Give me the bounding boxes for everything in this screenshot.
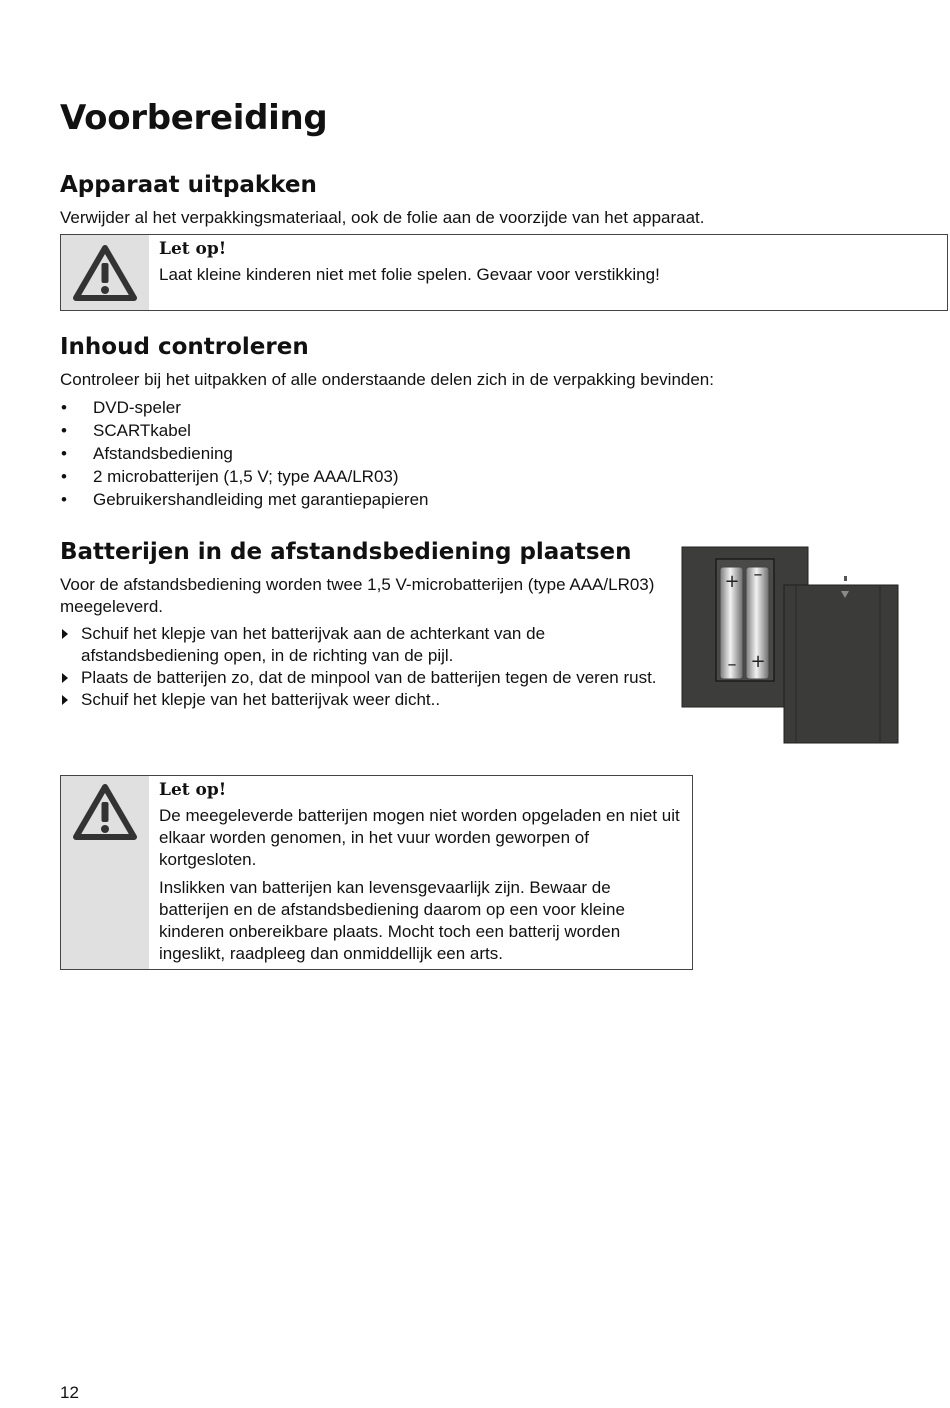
batteries-text: Voor de afstandsbediening worden twee 1,5 V-microbatterijen (type AAA/LR03) meegeleverd.: [60, 575, 655, 616]
heading-unpack: Apparaat uitpakken: [60, 172, 317, 198]
warning-box-foil: [60, 234, 948, 311]
contents-text: Controleer bij het uitpakken of alle onderstaande delen zich in de verpakking bevinden:: [60, 370, 714, 389]
warning-triangle-icon: [73, 245, 137, 301]
battery-compartment-illustration: [680, 545, 902, 747]
plus-sign: +: [750, 651, 766, 672]
list-item: • SCARTkabel: [61, 421, 191, 440]
batteries-steps: [60, 623, 660, 711]
heading-contents: Inhoud controleren: [60, 334, 309, 360]
list-item: • Afstandsbediening: [61, 444, 233, 463]
minus-sign: –: [727, 654, 737, 675]
list-item: • DVD-speler: [61, 398, 181, 417]
warning-box-batteries: [60, 775, 693, 970]
list-item: • 2 microbatterijen (1,5 V; type AAA/LR03): [61, 467, 399, 486]
heading-batteries: Batterijen in de afstandsbediening plaatsen: [60, 539, 632, 565]
bullet: •: [61, 490, 67, 509]
bullet: •: [61, 398, 67, 417]
bullet: •: [61, 444, 67, 463]
step-item: Plaats de batterijen zo, dat de minpool van de batterijen tegen de veren rust.: [60, 667, 660, 689]
battery-lid: [784, 585, 898, 743]
step-item: Schuif het klepje van het batterijvak weer dicht..: [60, 689, 660, 711]
page-title: Voorbereiding: [60, 98, 328, 138]
list-item: • Gebruikershandleiding met garantiepapieren: [61, 490, 429, 509]
bullet: •: [61, 421, 67, 440]
page-number: 12: [60, 1383, 79, 1402]
arrow-bullet-icon: [62, 629, 68, 639]
warning-text: Laat kleine kinderen niet met folie spelen. Gevaar voor verstikking!: [159, 265, 660, 284]
warning-strip: [61, 235, 149, 310]
plus-sign: +: [724, 571, 740, 592]
warning-paragraph: Inslikken van batterijen kan levensgevaarlijk zijn. Bewaar de batterijen en de afstandsbediening daarom op een voor kleine kinderen onbereikbare plaats. Mocht toch een batterij worden ingeslikt, raadpleeg dan onmiddellijk een arts.: [159, 878, 625, 963]
unpack-text: Verwijder al het verpakkingsmateriaal, ook de folie aan de voorzijde van het apparaat.: [60, 208, 705, 227]
warning-paragraph: De meegeleverde batterijen mogen niet worden opgeladen en niet uit elkaar worden genomen, in het vuur worden geworpen of kortgesloten.: [159, 806, 680, 869]
contents-list: [60, 396, 429, 511]
warning-triangle-icon: [73, 784, 137, 840]
bullet: •: [61, 467, 67, 486]
step-item: Schuif het klepje van het batterijvak aan de achterkant van de afstandsbediening open, in de richting van de pijl.: [60, 623, 660, 667]
warning-title: Let op!: [159, 239, 227, 259]
arrow-bullet-icon: [62, 695, 68, 705]
warning-title: Let op!: [159, 780, 227, 800]
warning-strip: [61, 776, 149, 969]
arrow-bullet-icon: [62, 673, 68, 683]
minus-sign: –: [753, 564, 763, 585]
